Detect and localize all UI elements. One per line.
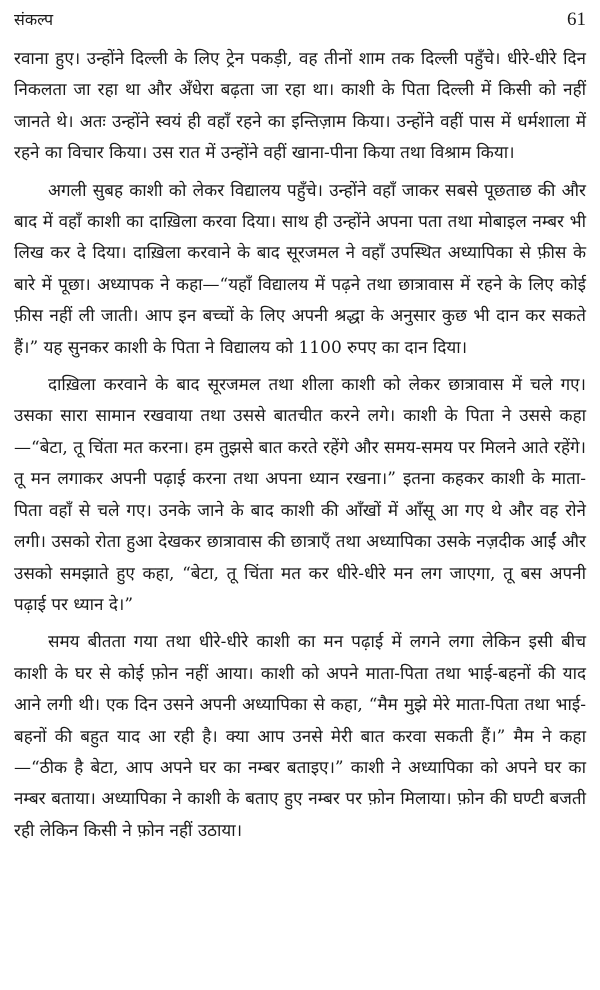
page-header <box>14 8 586 44</box>
body-text <box>14 44 586 847</box>
paragraph: रवाना हुए। उन्होंने दिल्ली के लिए ट्रेन पकड़ी, वह तीनों शाम तक दिल्ली पहुँचे। धीरे-धीरे दिन निकलता जा रहा था और अँधेरा बढ़ता जा रहा था। काशी के पिता दिल्ली में किसी को नहीं जानते थे। अतः उन्होंने स्वयं ही वहाँ रहने का इन्तिज़ाम किया। उन्होंने वहीं पास में धर्मशाला में रहने का विचार किया। उस रात में उन्होंने वहीं खाना-पीना किया तथा विश्राम किया। <box>14 49 586 164</box>
paragraph: समय बीतता गया तथा धीरे-धीरे काशी का मन पढ़ाई में लगने लगा लेकिन इसी बीच काशी के घर से कोई फ़ोन नहीं आया। काशी को अपने माता-पिता तथा भाई-बहनों की याद आने लगी थी। एक दिन उसने अपनी अध्यापिका से कहा, “मैम मुझे मेरे माता-पिता तथा भाई-बहनों की बहुत याद आ रही है। क्या आप उनसे मेरी बात करवा सकती हैं।” मैम ने कहा—“ठीक है बेटा, आप अपने घर का नम्बर बताइए।” काशी ने अध्यापिका को अपने घर का नम्बर बताया। अध्यापिका ने काशी के बताए हुए नम्बर पर फ़ोन मिलाया। फ़ोन की घण्टी बजती रही लेकिन किसी ने फ़ोन नहीं उठाया। <box>14 632 586 841</box>
page-number: 61 <box>567 9 586 30</box>
paragraph: दाख़िला करवाने के बाद सूरजमल तथा शीला काशी को लेकर छात्रावास में चले गए। उसका सारा सामान रखवाया तथा उससे बातचीत करने लगे। काशी के पिता ने उससे कहा—“बेटा, तू चिंता मत करना। हम तुझसे बात करते रहेंगे और समय-समय पर मिलने आते रहेंगे। तू मन लगाकर अपनी पढ़ाई करना तथा अपना ध्यान रखना।” इतना कहकर काशी के माता-पिता वहाँ से चले गए। उनके जाने के बाद काशी की आँखों में आँसू आ गए थे और वह रोने लगी। उसको रोता हुआ देखकर छात्रावास की छात्राएँ तथा अध्यापिका उसके नज़दीक आईं और उसको समझाते हुए कहा, “बेटा, तू चिंता मत कर धीरे-धीरे मन लग जाएगा, तू बस अपनी पढ़ाई पर ध्यान दे।” <box>14 375 586 615</box>
running-title: संकल्प <box>14 10 54 29</box>
paragraph: अगली सुबह काशी को लेकर विद्यालय पहुँचे। उन्होंने वहाँ जाकर सबसे पूछताछ की और बाद में वहाँ काशी का दाख़िला करवा दिया। साथ ही उन्होंने अपना पता तथा मोबाइल नम्बर भी लिख कर दे दिया। दाख़िला करवाने के बाद सूरजमल ने वहाँ उपस्थित अध्यापिका से फ़ीस के बारे में पूछा। अध्यापक ने कहा—“यहाँ विद्यालय में पढ़ने तथा छात्रावास में रहने के लिए कोई फ़ीस नहीं ली जाती। आप इन बच्चों के लिए अपनी श्रद्धा के अनुसार कुछ भी दान कर सकते हैं।” यह सुनकर काशी के पिता ने विद्यालय को 1100 रुपए का दान दिया। <box>14 180 586 358</box>
